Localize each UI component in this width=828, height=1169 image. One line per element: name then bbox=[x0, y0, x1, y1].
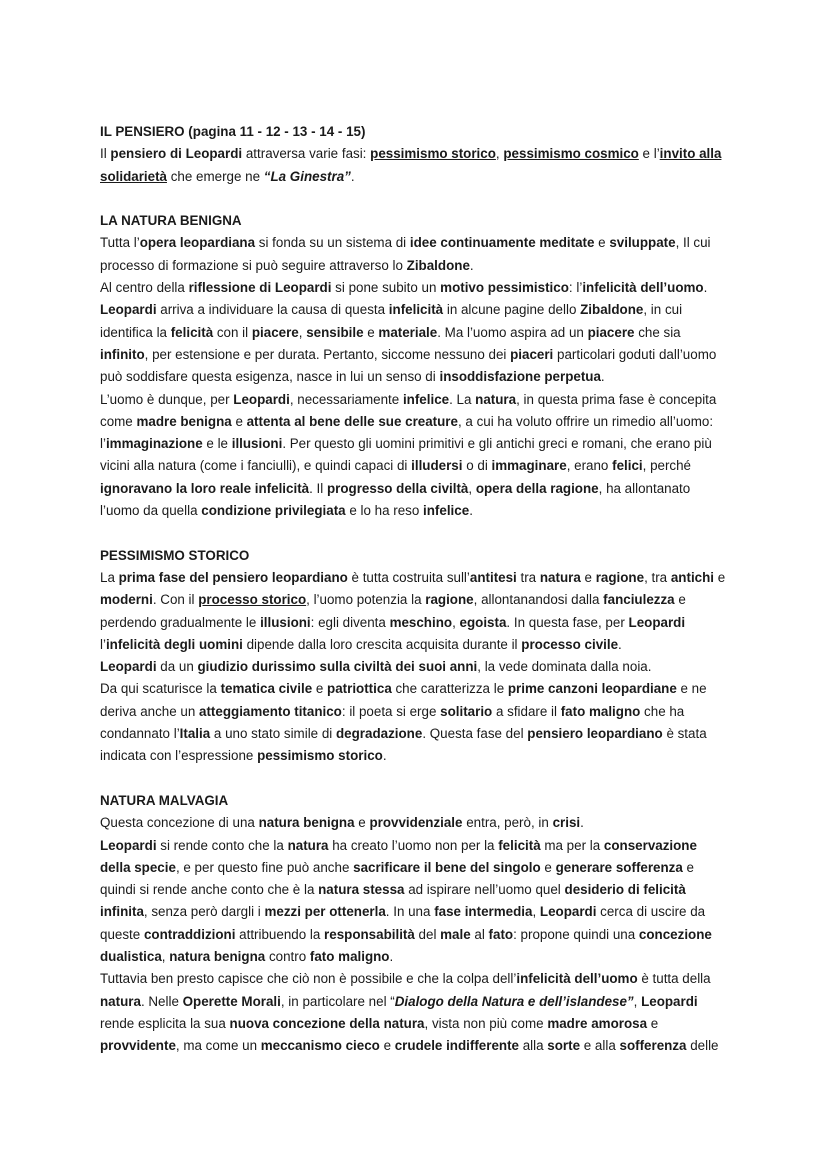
emphasis-text: antichi bbox=[670, 569, 715, 585]
text-run: e bbox=[594, 235, 610, 251]
text-run: , erano bbox=[566, 458, 613, 474]
text-run: , bbox=[532, 904, 540, 920]
emphasis-text: natura bbox=[539, 569, 581, 585]
emphasis-text: generare sofferenza bbox=[555, 859, 683, 875]
text-run: e bbox=[714, 569, 726, 585]
text-run: e ne deriva anche un bbox=[100, 681, 707, 719]
emphasis-text: pessimismo storico bbox=[370, 146, 496, 162]
text-run: delle bbox=[686, 1038, 719, 1054]
emphasis-text: pessimismo cosmico bbox=[503, 146, 639, 162]
body-paragraph bbox=[100, 389, 730, 523]
emphasis-text: progresso della civiltà bbox=[326, 480, 469, 496]
emphasis-text: natura bbox=[475, 391, 517, 407]
emphasis-text: natura bbox=[100, 993, 141, 1009]
emphasis-text: giudizio durissimo sulla civiltà dei suoi anni bbox=[197, 659, 478, 675]
text-run: l’ bbox=[100, 636, 106, 652]
emphasis-text: antitesi bbox=[469, 569, 517, 585]
emphasis-text: fato bbox=[488, 926, 514, 942]
text-run: , bbox=[633, 993, 642, 1009]
text-run: Tutta l’ bbox=[100, 235, 140, 251]
emphasis-text: piacere bbox=[251, 324, 299, 340]
text-run: , perché bbox=[642, 458, 692, 474]
text-run: e le bbox=[202, 436, 232, 452]
emphasis-text: male bbox=[440, 926, 471, 942]
text-run: e alla bbox=[580, 1038, 620, 1054]
text-run: ma per la bbox=[540, 837, 604, 853]
text-run: , per estensione e per durata. Pertanto, siccome nessuno dei bbox=[144, 346, 511, 362]
text-run: e perdendo gradualmente le bbox=[100, 592, 686, 630]
emphasis-text: fato maligno bbox=[560, 703, 641, 719]
emphasis-text: patriottica bbox=[327, 681, 392, 697]
text-run: particolari goduti dall’uomo può soddisfare questa esigenza, nasce in lui un senso di bbox=[100, 346, 717, 385]
text-run: e bbox=[540, 859, 556, 875]
emphasis-text: invito alla solidarietà bbox=[100, 146, 722, 184]
text-run: che ha condannato l’ bbox=[100, 703, 685, 742]
text-run: . Questa fase del bbox=[422, 726, 528, 742]
emphasis-text: natura benigna bbox=[169, 948, 266, 964]
text-run: e quindi si rende anche conto che è la bbox=[100, 859, 694, 898]
emphasis-text: provvidenziale bbox=[369, 815, 463, 831]
text-run: entra, però, in bbox=[462, 815, 553, 831]
emphasis-text: Leopardi bbox=[100, 837, 157, 853]
text-run: con il bbox=[213, 324, 252, 340]
emphasis-text: Operette Morali bbox=[182, 993, 281, 1009]
section-heading: PESSIMISMO STORICO bbox=[100, 547, 250, 563]
emphasis-text: fanciulezza bbox=[603, 592, 675, 608]
emphasis-text: infelice bbox=[423, 503, 470, 519]
text-run: contro bbox=[265, 948, 310, 964]
emphasis-text: Zibaldone bbox=[406, 257, 470, 273]
emphasis-text: infelicità degli uomini bbox=[105, 636, 243, 652]
emphasis-text: insoddisfazione perpetua bbox=[439, 369, 601, 385]
emphasis-text: illudersi bbox=[411, 458, 463, 474]
text-run: Al centro della bbox=[100, 280, 189, 296]
text-run: cerca di uscire da queste bbox=[100, 904, 706, 942]
text-run: Da qui scaturisce la bbox=[100, 681, 221, 697]
emphasis-text: infelice bbox=[402, 391, 450, 407]
text-run: . La bbox=[449, 391, 476, 407]
emphasis-text: felici bbox=[612, 458, 643, 474]
emphasis-text: Italia bbox=[179, 726, 211, 742]
emphasis-text: conservazione della specie bbox=[100, 837, 697, 875]
body-paragraph bbox=[100, 812, 730, 834]
text-run: , in questa prima fase è concepita come bbox=[100, 391, 717, 429]
emphasis-text: meschino bbox=[389, 614, 453, 630]
emphasis-text: immaginazione bbox=[105, 436, 203, 452]
emphasis-text: immaginare bbox=[491, 458, 567, 474]
text-run: è tutta della bbox=[637, 971, 711, 987]
text-run: . bbox=[618, 636, 622, 652]
text-run: attribuendo la bbox=[235, 926, 325, 942]
body-paragraph bbox=[100, 232, 730, 277]
emphasis-text: Zibaldone bbox=[580, 302, 644, 318]
text-run: . bbox=[469, 257, 474, 273]
emphasis-text: piaceri bbox=[510, 346, 554, 362]
text-run: e bbox=[647, 1015, 659, 1031]
emphasis-text: pensiero di Leopardi bbox=[110, 146, 243, 162]
body-paragraph bbox=[100, 277, 730, 388]
text-run: rende esplicita la sua bbox=[100, 1015, 230, 1031]
emphasis-text: moderni bbox=[100, 592, 153, 608]
text-run: e bbox=[312, 681, 328, 697]
text-run: , in cui identifica la bbox=[100, 302, 683, 340]
text-run: , la vede dominata dalla noia. bbox=[477, 659, 652, 675]
emphasis-text: sacrificare il bene del singolo bbox=[353, 859, 541, 875]
emphasis-text: opera della ragione bbox=[475, 480, 599, 496]
document-page bbox=[100, 121, 730, 1057]
text-run: , bbox=[161, 948, 170, 964]
text-run: , senza però dargli i bbox=[143, 904, 265, 920]
text-run: ha creato l’uomo non per la bbox=[328, 837, 499, 853]
emphasis-text: ragione bbox=[595, 569, 645, 585]
emphasis-text: opera leopardiana bbox=[139, 235, 256, 251]
section-spacer bbox=[100, 768, 730, 790]
text-run: : il poeta si erge bbox=[341, 703, 441, 719]
text-run: e bbox=[363, 324, 379, 340]
emphasis-text: meccanismo cieco bbox=[260, 1038, 380, 1054]
emphasis-text: natura bbox=[287, 837, 329, 853]
emphasis-text: Leopardi bbox=[100, 302, 157, 318]
text-run: e bbox=[379, 1038, 395, 1054]
text-run: al bbox=[470, 926, 489, 942]
text-run: si fonda su un sistema di bbox=[255, 235, 410, 251]
text-run: o di bbox=[462, 458, 492, 474]
text-run: , tra bbox=[644, 569, 671, 585]
emphasis-text: fase intermedia bbox=[434, 904, 533, 920]
emphasis-text: Leopardi bbox=[641, 993, 698, 1009]
body-paragraph bbox=[100, 835, 730, 969]
emphasis-text: motivo pessimistico bbox=[440, 280, 569, 296]
text-run: , bbox=[298, 324, 307, 340]
emphasis-text: tematica civile bbox=[220, 681, 313, 697]
emphasis-text: desiderio di felicità infinita bbox=[100, 882, 686, 920]
text-run: , Il cui processo di formazione si può seguire attraverso lo bbox=[100, 235, 711, 273]
emphasis-text: attenta al bene delle sue creature bbox=[246, 413, 458, 429]
text-run: e lo ha reso bbox=[345, 503, 424, 519]
emphasis-text: idee continuamente meditate bbox=[409, 235, 595, 251]
text-run: da un bbox=[156, 659, 198, 675]
emphasis-text: infelicità bbox=[388, 302, 444, 318]
text-run: tra bbox=[516, 569, 540, 585]
text-run: in alcune pagine dello bbox=[443, 302, 581, 318]
emphasis-text: Dialogo della Natura e dell’islandese” bbox=[394, 993, 634, 1009]
emphasis-text: madre benigna bbox=[136, 413, 232, 429]
emphasis-text: crisi bbox=[552, 815, 581, 831]
text-run: . Ma l’uomo aspira ad un bbox=[437, 324, 588, 340]
text-run: si rende conto che la bbox=[156, 837, 288, 853]
emphasis-text: ignoravano la loro reale infelicità bbox=[100, 480, 310, 496]
emphasis-text: concezione dualistica bbox=[100, 926, 712, 964]
text-run: : l’ bbox=[568, 280, 583, 296]
text-run: è stata indicata con l’espressione bbox=[100, 726, 707, 764]
text-run: del bbox=[414, 926, 441, 942]
text-run: , bbox=[468, 480, 476, 496]
emphasis-text: Leopardi bbox=[100, 659, 157, 675]
emphasis-text: natura benigna bbox=[258, 815, 355, 831]
text-run: e bbox=[231, 413, 247, 429]
text-run: arriva a individuare la causa di questa bbox=[156, 302, 389, 318]
emphasis-text: infinito bbox=[100, 346, 145, 362]
emphasis-text: sofferenza bbox=[619, 1038, 687, 1054]
text-run: , e per questo fine può anche bbox=[175, 859, 354, 875]
text-run: La bbox=[100, 569, 119, 585]
emphasis-text: felicità bbox=[170, 324, 214, 340]
text-run: e l’ bbox=[638, 146, 660, 162]
emphasis-text: processo storico bbox=[198, 592, 307, 608]
text-run: e bbox=[354, 815, 370, 831]
text-run: , ha allontanato l’uomo da quella bbox=[100, 480, 691, 519]
emphasis-text: Leopardi bbox=[233, 391, 290, 407]
text-run: . Il bbox=[309, 480, 327, 496]
text-run: . In una bbox=[385, 904, 435, 920]
emphasis-text: sensibile bbox=[306, 324, 364, 340]
section-spacer bbox=[100, 522, 730, 544]
text-run: . In questa fase, per bbox=[506, 614, 629, 630]
text-run: , in particolare nel “ bbox=[280, 993, 395, 1009]
emphasis-text: provvidente bbox=[100, 1038, 176, 1054]
body-paragraph bbox=[100, 656, 730, 678]
emphasis-text: piacere bbox=[587, 324, 635, 340]
emphasis-text: sviluppate bbox=[609, 235, 676, 251]
emphasis-text: Leopardi bbox=[628, 614, 686, 630]
emphasis-text: prime canzoni leopardiane bbox=[507, 681, 677, 697]
section-spacer bbox=[100, 188, 730, 210]
emphasis-text: infelicità dell’uomo bbox=[516, 971, 638, 987]
text-run: e bbox=[580, 569, 596, 585]
body-paragraph bbox=[100, 567, 730, 656]
text-run: : propone quindi una bbox=[513, 926, 639, 942]
emphasis-text: felicità bbox=[498, 837, 541, 853]
text-run: . Per questo gli uomini primitivi e gli antichi greci e romani, che erano più vicini alla natura (come i fanciulli), e quindi capaci di bbox=[100, 436, 712, 474]
text-run: , l’uomo potenzia la bbox=[306, 592, 426, 608]
text-run: , a cui ha voluto offrire un rimedio all’uomo: l’ bbox=[100, 413, 714, 452]
text-run: è tutta costruita sull’ bbox=[347, 569, 470, 585]
emphasis-text: ragione bbox=[425, 592, 474, 608]
emphasis-text: degradazione bbox=[335, 726, 423, 742]
text-run: : egli diventa bbox=[310, 614, 390, 630]
text-run: che emerge ne bbox=[166, 168, 264, 184]
emphasis-text: madre amorosa bbox=[547, 1015, 648, 1031]
emphasis-text: illusioni bbox=[260, 614, 311, 630]
text-run: . bbox=[469, 503, 473, 519]
emphasis-text: sorte bbox=[547, 1038, 581, 1054]
text-run: dipende dalla loro crescita acquisita durante il bbox=[242, 636, 522, 652]
emphasis-text: pessimismo storico bbox=[257, 748, 383, 764]
text-run: che sia bbox=[634, 324, 681, 340]
emphasis-text: fato maligno bbox=[309, 948, 390, 964]
text-run: . bbox=[382, 748, 387, 764]
text-run: , ma come un bbox=[175, 1038, 261, 1054]
emphasis-text: illusioni bbox=[231, 436, 283, 452]
text-run: si pone subito un bbox=[331, 280, 441, 296]
text-run: ad ispirare nell’uomo quel bbox=[404, 882, 565, 898]
emphasis-text: prima fase del pensiero leopardiano bbox=[118, 569, 348, 585]
text-run: . bbox=[703, 280, 708, 296]
text-run: , necessariamente bbox=[289, 391, 403, 407]
emphasis-text: Leopardi bbox=[539, 904, 597, 920]
emphasis-text: responsabilità bbox=[324, 926, 415, 942]
text-run: attraversa varie fasi: bbox=[242, 146, 371, 162]
text-run: , vista non più come bbox=[424, 1015, 548, 1031]
text-run: . Con il bbox=[152, 592, 199, 608]
emphasis-text: materiale bbox=[378, 324, 438, 340]
emphasis-text: natura stessa bbox=[318, 882, 405, 898]
body-paragraph bbox=[100, 678, 730, 767]
text-run: . Nelle bbox=[140, 993, 183, 1009]
body-paragraph bbox=[100, 968, 730, 1057]
text-run: a sfidare il bbox=[492, 703, 561, 719]
emphasis-text: contraddizioni bbox=[143, 926, 236, 942]
emphasis-text: atteggiamento titanico bbox=[199, 703, 342, 719]
emphasis-text: nuova concezione della natura bbox=[229, 1015, 425, 1031]
text-run: , bbox=[452, 614, 460, 630]
emphasis-text: condizione privilegiata bbox=[201, 503, 346, 519]
text-run: . bbox=[350, 168, 355, 184]
text-run: . bbox=[580, 815, 584, 831]
emphasis-text: infelicità dell’uomo bbox=[582, 280, 704, 296]
text-run: . bbox=[389, 948, 394, 964]
emphasis-text: “La Ginestra” bbox=[263, 168, 351, 184]
section-heading: LA NATURA BENIGNA bbox=[100, 213, 242, 229]
emphasis-text: crudele indifferente bbox=[394, 1038, 519, 1054]
text-run: a uno stato simile di bbox=[210, 726, 336, 742]
emphasis-text: solitario bbox=[440, 703, 493, 719]
text-run: . bbox=[600, 369, 605, 385]
emphasis-text: mezzi per ottenerla bbox=[264, 904, 386, 920]
text-run: , bbox=[495, 146, 504, 162]
body-paragraph bbox=[100, 143, 730, 188]
text-run: Questa concezione di una bbox=[100, 815, 259, 831]
text-run: , allontanandosi dalla bbox=[473, 592, 604, 608]
emphasis-text: pensiero leopardiano bbox=[527, 726, 663, 742]
text-run: che caratterizza le bbox=[391, 681, 508, 697]
text-run: Il bbox=[100, 146, 111, 162]
emphasis-text: riflessione di Leopardi bbox=[188, 280, 332, 296]
emphasis-text: processo civile bbox=[521, 636, 619, 652]
section-heading: IL PENSIERO (pagina 11 - 12 - 13 - 14 - 15) bbox=[100, 124, 366, 139]
section-heading: NATURA MALVAGIA bbox=[100, 792, 229, 808]
emphasis-text: egoista bbox=[459, 614, 507, 630]
text-run: Tuttavia ben presto capisce che ciò non è possibile e che la colpa dell’ bbox=[100, 971, 517, 987]
text-run: L’uomo è dunque, per bbox=[100, 391, 234, 407]
text-run: alla bbox=[519, 1038, 548, 1054]
